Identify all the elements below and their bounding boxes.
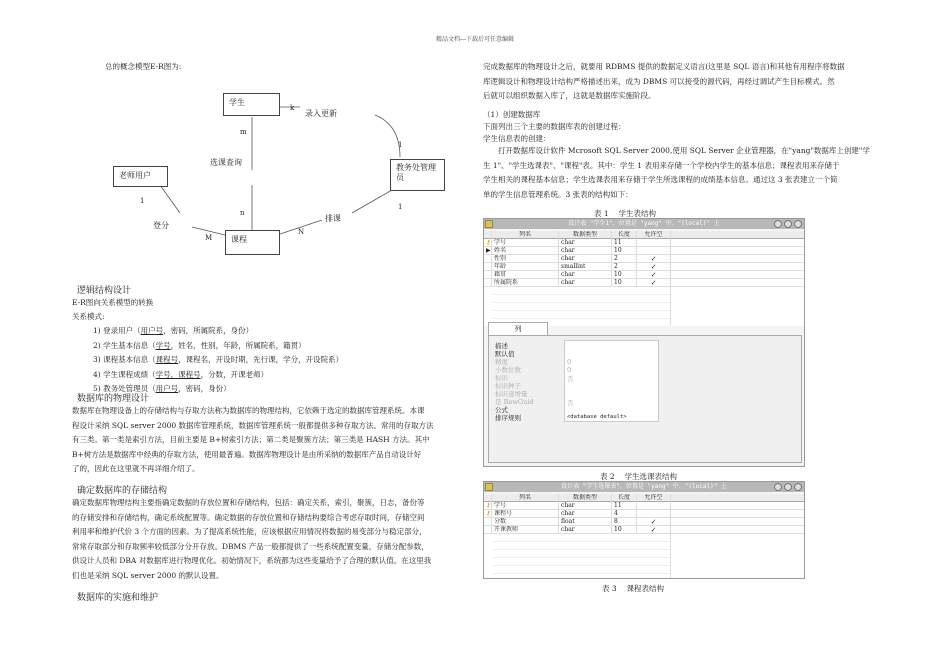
entity-student: 学生: [223, 93, 280, 116]
close-button[interactable]: [794, 220, 802, 228]
property-value[interactable]: 否: [567, 375, 574, 383]
window-titlebar[interactable]: 设计表 "学生选课表"，位置是 "yang" 中、"(local)" 上: [484, 482, 804, 492]
property-value[interactable]: <database default>: [567, 414, 627, 420]
relation-login: 登分: [153, 221, 169, 230]
header-length: 长度: [612, 494, 637, 502]
table-icon: [485, 220, 493, 228]
properties-panel: [488, 335, 802, 463]
subheading-er-conversion: E-R图向关系模型的转换: [72, 298, 154, 307]
er-line-office-record: [375, 115, 403, 157]
table-row[interactable]: ⚷ 学号 char 11: [484, 502, 804, 510]
primary-key: 学号: [155, 340, 171, 350]
cardinality-N: N: [298, 228, 305, 236]
table1-caption: 表 1 学生表结构: [594, 209, 657, 218]
tab-columns[interactable]: 列: [488, 322, 548, 335]
header-column-name: 列名: [492, 231, 559, 239]
grid-header: [484, 231, 804, 239]
property-label: 是 RowGuid: [495, 398, 534, 406]
paragraph-line: 了的，因此在这里就不再详细介绍了。: [72, 464, 200, 473]
relation-schedule: 排课: [325, 214, 341, 223]
primary-key: 用户号: [155, 384, 179, 393]
table3-caption: 表 3 课程表结构: [602, 584, 665, 593]
relation-select: 选课查询: [210, 158, 242, 167]
paragraph-line: 们也是采纳 SQL server 2000 的默认设置。: [72, 570, 224, 580]
key-icon: ⚷: [486, 510, 491, 517]
table-icon: [485, 483, 493, 491]
primary-key: 课程号: [155, 355, 179, 364]
primary-key: 学号，课程号: [155, 369, 201, 379]
relation-mode-label: 关系模式:: [72, 312, 105, 321]
cardinality-one-teacher: 1: [140, 197, 145, 205]
close-button[interactable]: [794, 483, 802, 491]
minimize-button[interactable]: [774, 220, 782, 228]
property-label: 小数位数: [495, 366, 521, 374]
paragraph-line: 单的学生信息管理系统。3 张表的结构如下：: [483, 189, 633, 199]
key-icon: ⚷: [486, 502, 491, 509]
property-label: 精度: [495, 358, 508, 366]
paragraph-line: 常常存取部分和存取频率较低部分分开存放。DBMS 产品一般都提供了一些系统配置变量，存储分配参数，: [72, 541, 429, 551]
paragraph-line: 程设计采纳 SQL server 2000 数据库管理系统，数据库管理系统一般都提供多种存取方法。常用的存取方法: [72, 420, 434, 430]
paragraph-line: 确定数据库物理结构主要指确定数据的存放位置和存储结构，包括：确定关系，索引，聚簇，日志，备份等: [72, 498, 425, 507]
table-row[interactable]: 性别 char 2 ✓: [484, 255, 804, 263]
paragraph-line: 完成数据库的物理设计之后，就要用 RDBMS 提供的数据定义语言(这里是 SQL 语言)和其他有用程序将数据: [483, 62, 845, 71]
relation-item: 1) 登录用户（用户号，密码，所属院系，身份）: [93, 326, 254, 335]
table-row[interactable]: 籍贯 char 10 ✓: [484, 271, 804, 279]
storage-paragraph: [72, 496, 431, 583]
entity-teacher: 老师用户: [113, 166, 168, 187]
row-pointer-icon: ▶: [486, 247, 491, 254]
property-label: 公式: [495, 406, 508, 414]
paragraph-line: B+树方法是数据库中经典的存取方法，使用最普遍。数据库物理设计是由所采纳的数据库产品自动设计好: [72, 449, 422, 459]
paragraph-line: 生 1"、"学生选课表"、"课程"表。其中：学生 1 表用来存储一个学校内学生的基本信息；课程表用来存储于: [483, 160, 840, 170]
header-column-name: 列名: [492, 494, 559, 502]
relation-item: 4) 学生课程成绩（学号，课程号，分数，开课老师）: [93, 369, 269, 379]
minimize-button[interactable]: [774, 483, 782, 491]
entity-course: 课程: [225, 230, 280, 255]
empty-rows: [492, 534, 671, 578]
property-values[interactable]: [564, 340, 659, 422]
er-line-schedule-office: [352, 190, 392, 213]
intro-paragraph: [483, 60, 845, 104]
key-icon: ⚷: [486, 239, 491, 246]
header-allow-null: 允许空: [637, 231, 671, 239]
table-row[interactable]: 开课教师 char 10 ✓: [484, 526, 804, 534]
paragraph-line: 打开数据库设计软件 Mcrosoft SQL Server 2000,使用 SQL Server 企业管理器，在"yang"数据库上创建"学: [498, 146, 870, 155]
paragraph-line: 有三类。第一类是索引方法，目前主要是 B+树索引方法；第二类是聚簇方法；第三类是 HASH 方法。其中: [72, 435, 430, 444]
design-table-window-1: [483, 218, 805, 467]
property-label: 默认值: [495, 350, 515, 358]
cardinality-one-office-bottom: 1: [398, 203, 403, 211]
paragraph-line: 供设计人员和 DBA 对数据库进行物理优化。初始情况下，系统都为这些变量给予了合理的默认值。在这里我: [72, 556, 432, 565]
property-value[interactable]: 0: [567, 366, 572, 374]
property-label: 标识递增量: [495, 390, 528, 398]
property-label: 描述: [495, 342, 508, 350]
table-row[interactable]: ⚷ 课程号 char 4: [484, 510, 804, 518]
table-row[interactable]: 年龄 smallint 2 ✓: [484, 263, 804, 271]
property-label: 标识: [495, 374, 508, 382]
student-table-create: 学生信息表的创建：: [483, 134, 551, 143]
table-row[interactable]: 分数 float 8 ✓: [484, 518, 804, 526]
er-line-teacher-login: [160, 185, 180, 213]
paragraph-line: 的存储安排和存储结构，确定系统配置等。确定数据的存放位置和存储结构要综合考虑存取时间，存储空间: [72, 512, 425, 522]
table-row[interactable]: 所属院系 char 10 ✓: [484, 279, 804, 287]
maximize-button[interactable]: [784, 220, 792, 228]
empty-rows: [492, 287, 671, 326]
paragraph-line: 库逻辑设计和物理设计结构严格描述出来，成为 DBMS 可以接受的源代码，再经过调试产生目标模式。然: [483, 76, 835, 86]
heading-implementation: 数据库的实施和维护: [77, 593, 159, 603]
list-main-tables: 下面列出三个主要的数据库表的创建过程：: [483, 122, 626, 131]
design-table-window-2: [483, 481, 805, 579]
page-header: 精品文档---下载后可任意编辑: [435, 36, 515, 43]
er-title: 总的概念模型E-R图为:: [105, 62, 182, 71]
header-length: 长度: [612, 231, 637, 239]
heading-logic-design: 逻辑结构设计: [77, 286, 132, 296]
header-allow-null: 允许空: [637, 494, 671, 502]
cardinality-n: n: [240, 209, 245, 217]
physical-paragraph: [72, 404, 434, 477]
property-value[interactable]: 0: [567, 358, 572, 366]
relation-list: [93, 324, 343, 397]
cardinality-one-office-top: 1: [398, 141, 403, 149]
window-titlebar[interactable]: 设计表 "学生1"，位置是 "yang" 中、"(local)" 上: [484, 219, 804, 229]
create-paragraph: [483, 144, 870, 202]
table2-caption: 表 2 学生选课表结构: [600, 472, 678, 481]
heading-physical-design: 数据库的物理设计: [77, 394, 150, 404]
paragraph-line: 学生相关的课程基本信息；学生选课表用来存储于学生所选课程的成绩基本信息。通过这 3 张表建立一个简: [483, 175, 838, 184]
cardinality-m: m: [240, 128, 247, 136]
entity-office: 教务处管理员: [390, 159, 445, 191]
relation-item: 2) 学生基本信息（学号，姓名，性别，年龄，所属院系，籍贯）: [93, 340, 306, 350]
relation-item: 5) 教务处管理员（用户号，密码，身份）: [93, 384, 231, 393]
paragraph-line: 后就可以组织数据入库了，这就是数据库实施阶段。: [483, 91, 656, 100]
relation-record: 录入更新: [305, 109, 337, 118]
cardinality-M: M: [205, 234, 213, 242]
relation-item: 3) 课程基本信息（课程号，课程名，开设时期，先行课，学分，开设院系）: [93, 355, 344, 364]
column-grid: [484, 231, 804, 326]
heading-storage-structure: 确定数据库的存储结构: [77, 486, 168, 496]
paragraph-line: 数据库在物理设备上的存储结构与存取方法称为数据库的物理结构，它依赖于选定的数据库管理系统。本课: [72, 406, 425, 415]
property-label: 标识种子: [495, 382, 521, 390]
grid-header: [484, 494, 804, 502]
property-value[interactable]: 否: [567, 399, 574, 407]
cardinality-k: k: [290, 104, 295, 112]
create-db-item: （1）创建数据库: [483, 110, 541, 119]
primary-key: 用户号: [140, 326, 164, 335]
property-label: 排序规则: [495, 414, 521, 422]
header-data-type: 数据类型: [559, 231, 612, 239]
maximize-button[interactable]: [784, 483, 792, 491]
paragraph-line: 利用率和维护代价 3 个方面的因素。为了提高系统性能，应该根据应用情况将数据的易变部分与稳定部分，: [72, 527, 427, 536]
table-row[interactable]: ▶ 姓名 char 10: [484, 247, 804, 255]
table-row[interactable]: ⚷ 学号 char 11: [484, 239, 804, 247]
column-grid: [484, 494, 804, 578]
header-data-type: 数据类型: [559, 494, 612, 502]
